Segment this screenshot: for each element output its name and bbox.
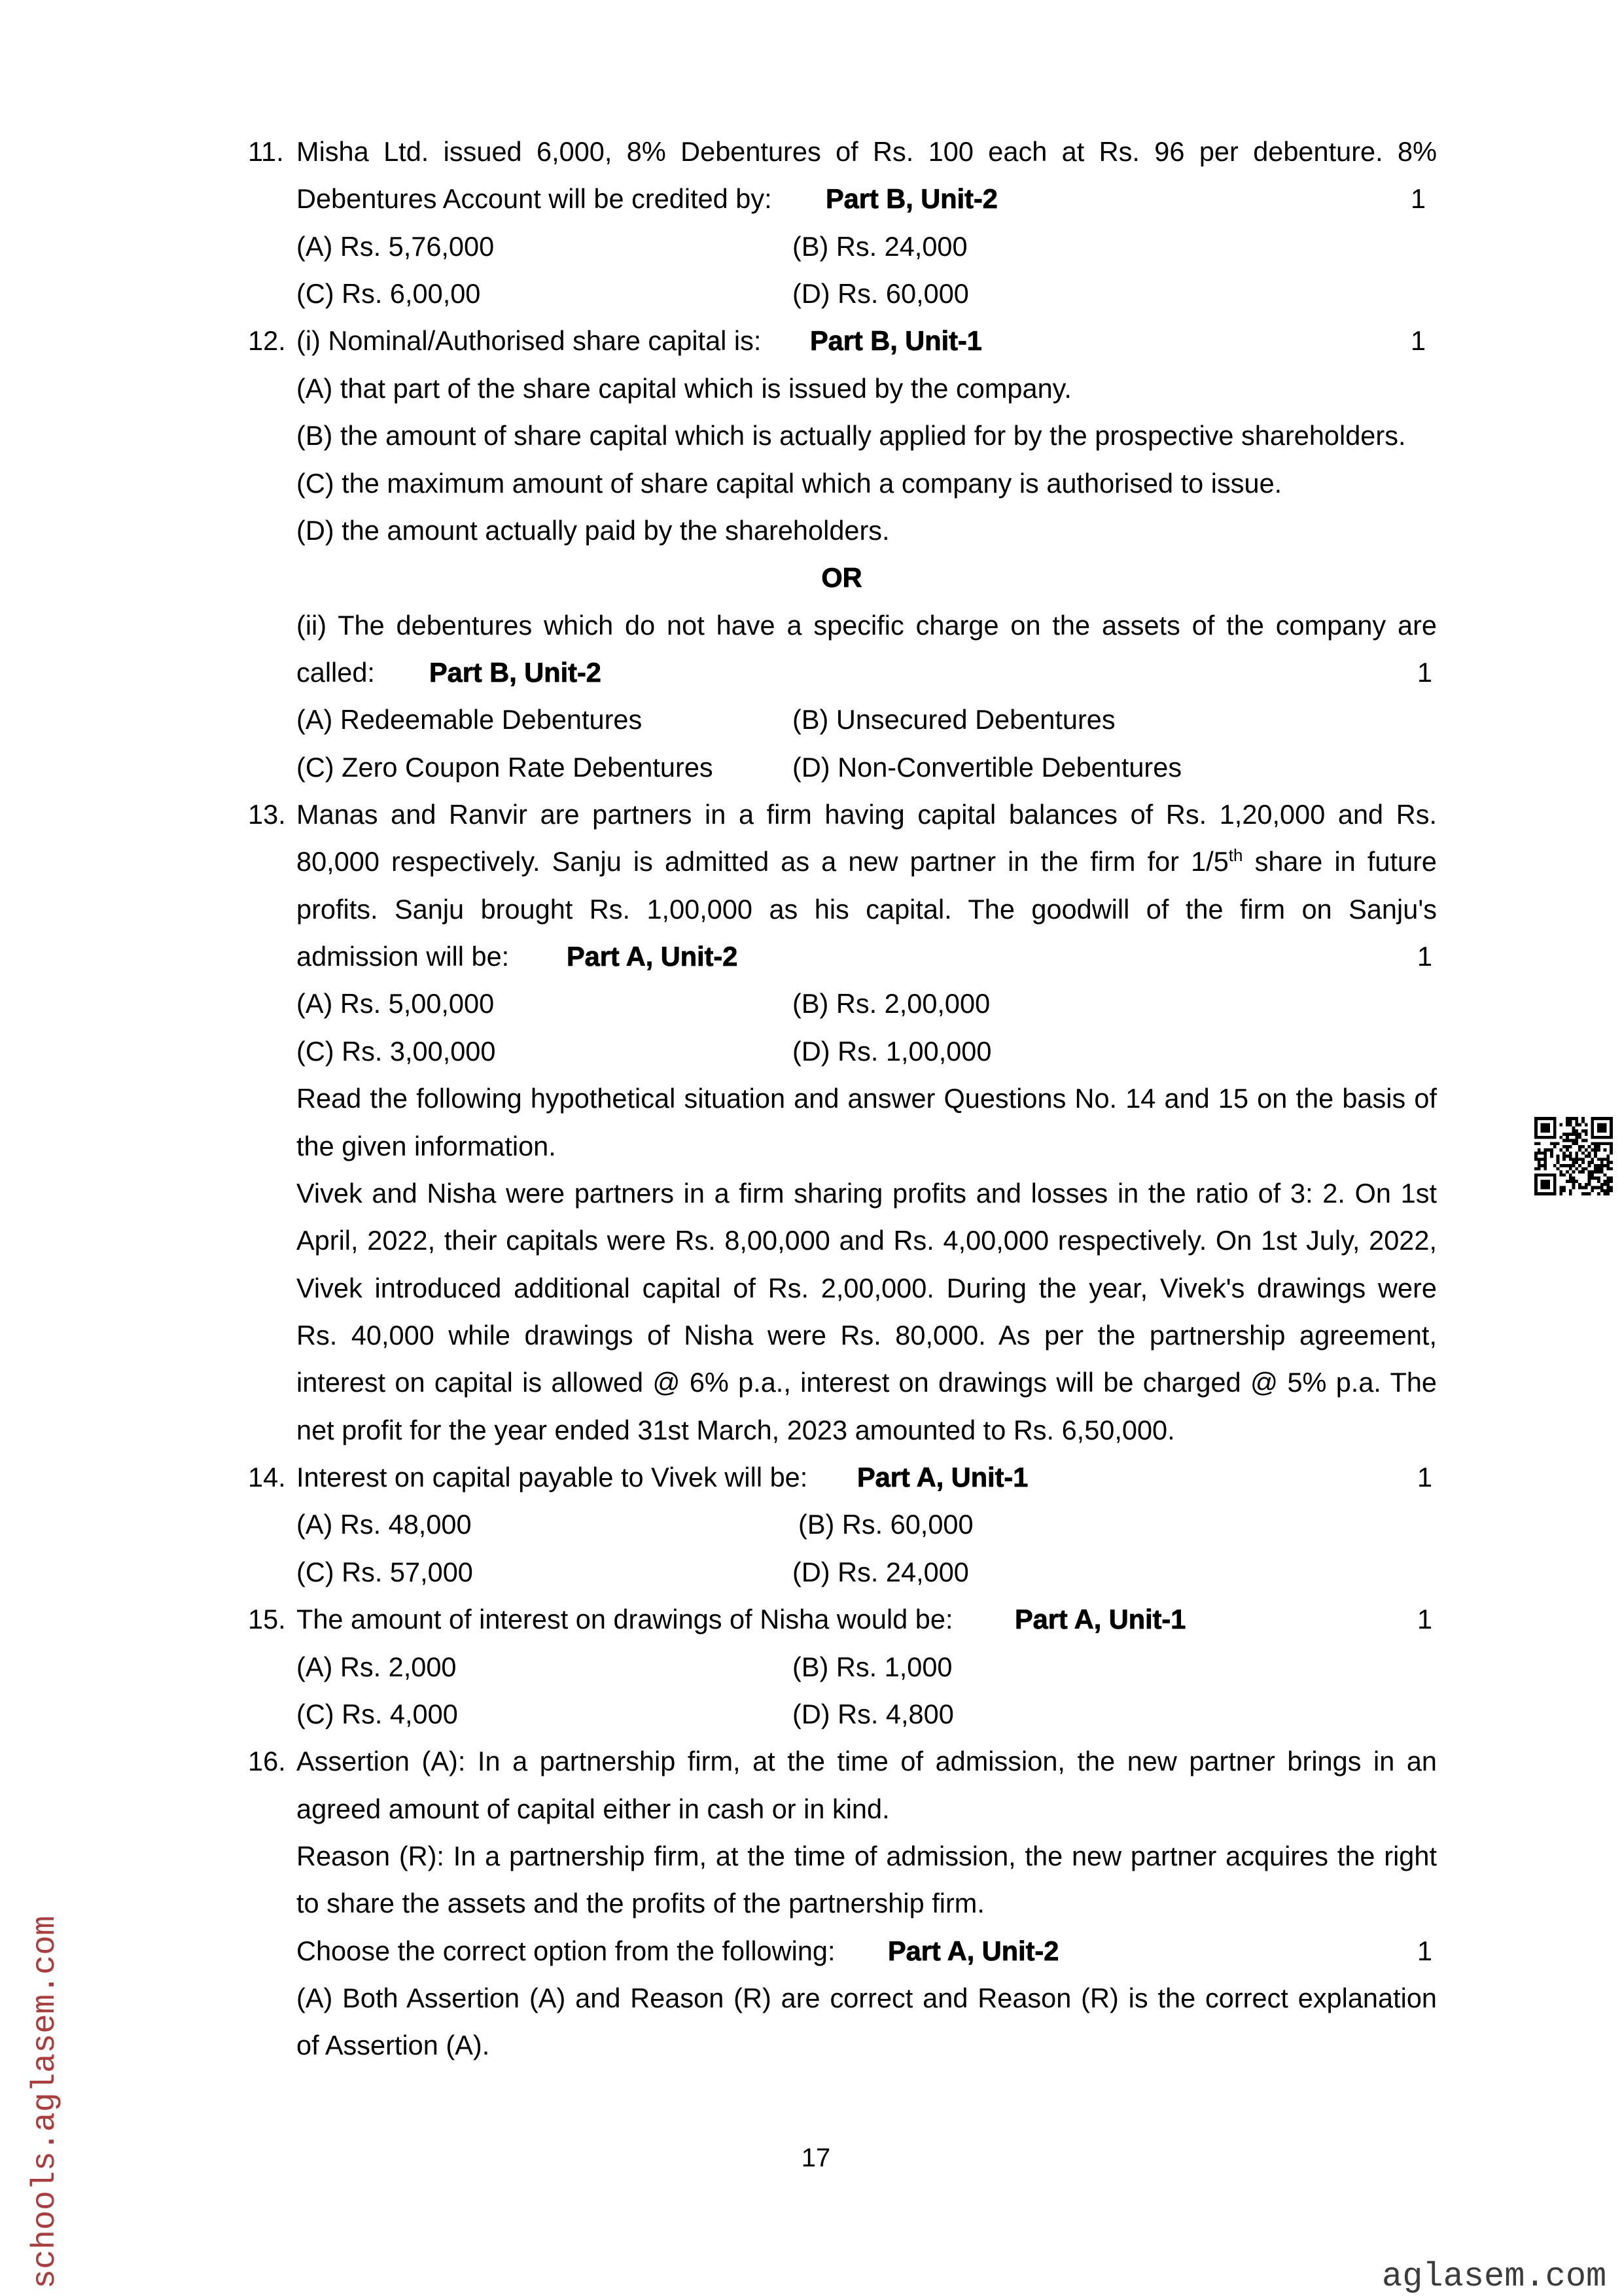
q12-part-i-option-row-c — [0, 460, 1622, 507]
q15-unit-tag: Part A, Unit-1 — [1015, 1604, 1186, 1635]
case-body-row-1 — [0, 1170, 1622, 1217]
q16-row-2 — [0, 1786, 1622, 1833]
case-body-row-3 — [0, 1265, 1622, 1312]
q14-option-a: (A) Rs. 48,000 — [296, 1509, 472, 1540]
q12-part-i-option-a: (A) that part of the share capital which is issued by the company. — [296, 372, 1072, 404]
q11-option-d: (D) Rs. 60,000 — [792, 278, 969, 309]
q13-text-line-1: Manas and Ranvir are partners in a firm having capital balances of Rs. 1,20,000 and Rs. — [296, 799, 1437, 830]
q14-question: Interest on capital payable to Vivek will be: — [296, 1462, 808, 1493]
q15-option-b: (B) Rs. 1,000 — [792, 1651, 953, 1682]
case-body-line-6: net profit for the year ended 31st March, 2023 amounted to Rs. 6,50,000. — [296, 1414, 1175, 1445]
q13-line-2-after: share in future — [1243, 846, 1437, 877]
q16-row-4 — [0, 1880, 1622, 1927]
q14-option-b: (B) Rs. 60,000 — [798, 1509, 974, 1540]
q11-options-row-2 — [0, 270, 1622, 317]
q13-row-3 — [0, 886, 1622, 933]
q12-part-ii-options-row-1 — [0, 696, 1622, 743]
q13-option-a: (A) Rs. 5,00,000 — [296, 988, 495, 1019]
corner-watermark: aglasem.com — [1382, 2257, 1607, 2296]
q14-option-d: (D) Rs. 24,000 — [792, 1556, 969, 1587]
case-intro-row-2 — [0, 1123, 1622, 1170]
case-body-line-4: Rs. 40,000 while drawings of Nisha were Rs. 80,000. As per the partnership agreement, — [296, 1319, 1437, 1351]
side-watermark: schools.aglasem.com — [27, 1915, 64, 2289]
q16-row-7 — [0, 2022, 1622, 2069]
q16-instruction: Choose the correct option from the following: — [296, 1935, 836, 1966]
q12-part-i-option-row-d — [0, 507, 1622, 554]
q13-row-2 — [0, 838, 1622, 885]
q12-part-ii-option-a: (A) Redeemable Debentures — [296, 704, 643, 735]
q12-or-row — [0, 554, 1622, 601]
q16-marks: 1 — [1417, 1935, 1433, 1966]
q12-part-ii-text-line-1: (ii) The debentures which do not have a specific charge on the assets of the company are — [296, 609, 1437, 641]
case-body-line-3: Vivek introduced additional capital of Rs. 2,00,000. During the year, Vivek's drawings were — [296, 1272, 1437, 1303]
q15-option-d: (D) Rs. 4,800 — [792, 1698, 954, 1729]
q14-unit-tag: Part A, Unit-1 — [857, 1462, 1029, 1493]
q14-number: 14. — [248, 1462, 286, 1493]
q15-row-1 — [0, 1596, 1622, 1643]
q12-part-i-option-row-b — [0, 412, 1622, 459]
q14-row-1 — [0, 1454, 1622, 1501]
q12-part-i-option-row-a — [0, 365, 1622, 412]
q12-part-ii-option-d: (D) Non-Convertible Debentures — [792, 751, 1182, 783]
q12-part-ii-text-line-2: called: — [296, 656, 375, 688]
q16-row-3 — [0, 1833, 1622, 1880]
q12-part-i-option-c: (C) the maximum amount of share capital which a company is authorised to issue. — [296, 467, 1282, 499]
q16-option-a-line-1: (A) Both Assertion (A) and Reason (R) are correct and Reason (R) is the correct explanation — [296, 1983, 1437, 2014]
q13-row-4 — [0, 933, 1622, 980]
q13-option-c: (C) Rs. 3,00,000 — [296, 1035, 496, 1067]
q15-option-c: (C) Rs. 4,000 — [296, 1698, 458, 1729]
q12-or-label: OR — [821, 562, 862, 593]
case-body-row-2 — [0, 1217, 1622, 1264]
q11-option-c: (C) Rs. 6,00,00 — [296, 278, 481, 309]
q12-part-i-marks: 1 — [1411, 325, 1426, 357]
q11-option-a: (A) Rs. 5,76,000 — [296, 230, 495, 262]
q13-unit-tag: Part A, Unit-2 — [567, 941, 738, 972]
q15-option-a: (A) Rs. 2,000 — [296, 1651, 457, 1682]
q16-reason-line-1: Reason (R): In a partnership firm, at the time of admission, the new partner acquires the right — [296, 1840, 1437, 1871]
q16-assertion-line-2: agreed amount of capital either in cash or in kind. — [296, 1793, 890, 1824]
q13-marks: 1 — [1417, 941, 1433, 972]
q13-line-2-superscript: th — [1228, 845, 1243, 866]
q15-options-row-1 — [0, 1644, 1622, 1691]
page-number: 17 — [801, 2144, 831, 2172]
case-body-row-6 — [0, 1407, 1622, 1454]
case-body-line-1: Vivek and Nisha were partners in a firm sharing profits and losses in the ratio of 3: 2. On 1st — [296, 1177, 1437, 1209]
q13-number: 13. — [248, 799, 286, 830]
q12-part-ii-option-c: (C) Zero Coupon Rate Debentures — [296, 751, 713, 783]
q12-part-i-question: (i) Nominal/Authorised share capital is: — [296, 325, 762, 357]
q16-assertion-line-1: Assertion (A): In a partnership firm, at the time of admission, the new partner brings in an — [296, 1746, 1437, 1777]
q13-text-line-2 — [296, 838, 1437, 885]
q11-text-line-1: Misha Ltd. issued 6,000, 8% Debentures of Rs. 100 each at Rs. 96 per debenture. 8% — [296, 136, 1437, 167]
q12-part-i-option-b: (B) the amount of share capital which is actually applied for by the prospective shareholders. — [296, 420, 1406, 451]
case-body-row-4 — [0, 1312, 1622, 1359]
q11-text-line-2: Debentures Account will be credited by: — [296, 183, 772, 215]
case-intro-line-1: Read the following hypothetical situation and answer Questions No. 14 and 15 on the basis of — [296, 1083, 1437, 1114]
q13-option-b: (B) Rs. 2,00,000 — [792, 988, 991, 1019]
q16-row-1 — [0, 1738, 1622, 1785]
case-body-row-5 — [0, 1359, 1622, 1406]
q14-option-c: (C) Rs. 57,000 — [296, 1556, 473, 1587]
q12-part-ii-options-row-2 — [0, 744, 1622, 791]
q13-options-row-1 — [0, 980, 1622, 1027]
q13-options-row-2 — [0, 1028, 1622, 1075]
q11-marks: 1 — [1411, 183, 1426, 215]
q12-part-i-option-d: (D) the amount actually paid by the shareholders. — [296, 514, 890, 546]
q16-number: 16. — [248, 1746, 286, 1777]
q15-number: 15. — [248, 1604, 286, 1635]
q14-options-row-1 — [0, 1501, 1622, 1548]
q12-part-ii-row-2 — [0, 649, 1622, 696]
q16-reason-line-2: to share the assets and the profits of the partnership firm. — [296, 1888, 985, 1919]
case-body-line-5: interest on capital is allowed @ 6% p.a., interest on drawings will be charged @ 5% p.a. The — [296, 1367, 1437, 1398]
q16-row-6 — [0, 1975, 1622, 2022]
q14-marks: 1 — [1417, 1462, 1433, 1493]
q15-question: The amount of interest on drawings of Nisha would be: — [296, 1604, 953, 1635]
q16-unit-tag: Part A, Unit-2 — [888, 1935, 1059, 1966]
q13-text-line-4: admission will be: — [296, 941, 510, 972]
q16-option-a-line-2: of Assertion (A). — [296, 2030, 490, 2061]
qr-code-icon — [1534, 1117, 1613, 1195]
q13-option-d: (D) Rs. 1,00,000 — [792, 1035, 992, 1067]
q11-number: 11. — [248, 136, 284, 167]
q12-part-i-unit-tag: Part B, Unit-1 — [810, 325, 982, 357]
q11-row-2 — [0, 175, 1622, 222]
q13-line-2-before: 80,000 respectively. Sanju is admitted as a new partner in the firm for 1/5 — [296, 846, 1229, 877]
q12-number: 12. — [248, 325, 286, 357]
q13-row-1 — [0, 791, 1622, 838]
question-page-content — [0, 128, 1622, 2070]
q11-option-b: (B) Rs. 24,000 — [792, 230, 968, 262]
case-intro-row-1 — [0, 1075, 1622, 1122]
q14-options-row-2 — [0, 1549, 1622, 1596]
q15-options-row-2 — [0, 1691, 1622, 1738]
q11-unit-tag: Part B, Unit-2 — [826, 183, 998, 215]
q12-part-ii-unit-tag: Part B, Unit-2 — [429, 656, 601, 688]
q12-part-ii-row-1 — [0, 602, 1622, 649]
q16-row-5 — [0, 1928, 1622, 1975]
q12-part-ii-marks: 1 — [1417, 656, 1433, 688]
q12-part-ii-option-b: (B) Unsecured Debentures — [792, 704, 1116, 735]
q11-options-row-1 — [0, 223, 1622, 270]
q15-marks: 1 — [1417, 1604, 1433, 1635]
q13-text-line-3: profits. Sanju brought Rs. 1,00,000 as his capital. The goodwill of the firm on Sanju's — [296, 893, 1437, 925]
case-intro-line-2: the given information. — [296, 1130, 556, 1161]
q11-row-1 — [0, 128, 1622, 175]
q12-row-1 — [0, 317, 1622, 364]
case-body-line-2: April, 2022, their capitals were Rs. 8,00,000 and Rs. 4,00,000 respectively. On 1st July, 2022, — [296, 1225, 1437, 1256]
